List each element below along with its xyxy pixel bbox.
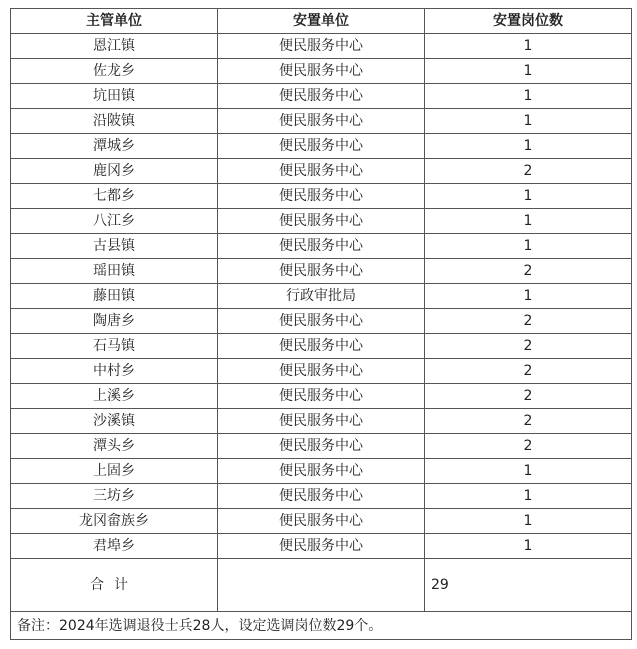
- table-note: 备注：2024年选调退役士兵28人，设定选调岗位数29个。: [11, 612, 632, 640]
- total-row: [11, 559, 632, 612]
- position-count-cell: 1: [425, 484, 632, 509]
- table-row: [11, 34, 632, 59]
- position-count-cell: 2: [425, 384, 632, 409]
- col-header-placement-unit: 安置单位: [218, 9, 425, 34]
- position-count-cell: 2: [425, 409, 632, 434]
- table-row: [11, 484, 632, 509]
- placement-unit-cell: 便民服务中心: [218, 334, 425, 359]
- position-count-cell: 1: [425, 34, 632, 59]
- supervising-unit-cell: 三坊乡: [11, 484, 218, 509]
- table-row: [11, 184, 632, 209]
- supervising-unit-cell: 陶唐乡: [11, 309, 218, 334]
- header-row: [11, 9, 632, 34]
- placement-table: [10, 8, 632, 640]
- supervising-unit-cell: 藤田镇: [11, 284, 218, 309]
- placement-unit-cell: 便民服务中心: [218, 309, 425, 334]
- note-row: [11, 612, 632, 640]
- table-row: [11, 309, 632, 334]
- position-count-cell: 2: [425, 334, 632, 359]
- placement-unit-cell: 便民服务中心: [218, 159, 425, 184]
- position-count-cell: 1: [425, 84, 632, 109]
- supervising-unit-cell: 七都乡: [11, 184, 218, 209]
- position-count-cell: 2: [425, 359, 632, 384]
- position-count-cell: 1: [425, 509, 632, 534]
- table-row: [11, 59, 632, 84]
- placement-unit-cell: 便民服务中心: [218, 259, 425, 284]
- table-body: [11, 34, 632, 559]
- supervising-unit-cell: 中村乡: [11, 359, 218, 384]
- table-row: [11, 209, 632, 234]
- supervising-unit-cell: 佐龙乡: [11, 59, 218, 84]
- placement-unit-cell: 便民服务中心: [218, 459, 425, 484]
- table-row: [11, 259, 632, 284]
- position-count-cell: 2: [425, 434, 632, 459]
- table-row: [11, 334, 632, 359]
- position-count-cell: 1: [425, 59, 632, 84]
- total-value: 29: [425, 559, 632, 612]
- position-count-cell: 1: [425, 134, 632, 159]
- placement-unit-cell: 便民服务中心: [218, 434, 425, 459]
- placement-unit-cell: 行政审批局: [218, 284, 425, 309]
- supervising-unit-cell: 恩江镇: [11, 34, 218, 59]
- supervising-unit-cell: 石马镇: [11, 334, 218, 359]
- table-row: [11, 234, 632, 259]
- table-row: [11, 409, 632, 434]
- placement-unit-cell: 便民服务中心: [218, 409, 425, 434]
- placement-unit-cell: 便民服务中心: [218, 484, 425, 509]
- supervising-unit-cell: 八江乡: [11, 209, 218, 234]
- placement-unit-cell: 便民服务中心: [218, 384, 425, 409]
- table-row: [11, 159, 632, 184]
- position-count-cell: 1: [425, 534, 632, 559]
- position-count-cell: 1: [425, 209, 632, 234]
- placement-unit-cell: 便民服务中心: [218, 109, 425, 134]
- table-row: [11, 134, 632, 159]
- position-count-cell: 1: [425, 184, 632, 209]
- table-row: [11, 384, 632, 409]
- supervising-unit-cell: 沙溪镇: [11, 409, 218, 434]
- position-count-cell: 1: [425, 459, 632, 484]
- total-label: 合计: [11, 559, 218, 612]
- supervising-unit-cell: 鹿冈乡: [11, 159, 218, 184]
- supervising-unit-cell: 上固乡: [11, 459, 218, 484]
- table-row: [11, 359, 632, 384]
- placement-unit-cell: 便民服务中心: [218, 84, 425, 109]
- supervising-unit-cell: 古县镇: [11, 234, 218, 259]
- supervising-unit-cell: 沿陂镇: [11, 109, 218, 134]
- supervising-unit-cell: 坑田镇: [11, 84, 218, 109]
- table-row: [11, 84, 632, 109]
- placement-unit-cell: 便民服务中心: [218, 134, 425, 159]
- placement-unit-cell: 便民服务中心: [218, 509, 425, 534]
- supervising-unit-cell: 潭城乡: [11, 134, 218, 159]
- col-header-position-count: 安置岗位数: [425, 9, 632, 34]
- table-row: [11, 459, 632, 484]
- table-row: [11, 534, 632, 559]
- supervising-unit-cell: 君埠乡: [11, 534, 218, 559]
- placement-unit-cell: 便民服务中心: [218, 59, 425, 84]
- placement-unit-cell: 便民服务中心: [218, 184, 425, 209]
- position-count-cell: 2: [425, 259, 632, 284]
- supervising-unit-cell: 潭头乡: [11, 434, 218, 459]
- table-row: [11, 509, 632, 534]
- placement-unit-cell: 便民服务中心: [218, 209, 425, 234]
- supervising-unit-cell: 龙冈畲族乡: [11, 509, 218, 534]
- placement-unit-cell: 便民服务中心: [218, 534, 425, 559]
- placement-unit-cell: 便民服务中心: [218, 34, 425, 59]
- supervising-unit-cell: 上溪乡: [11, 384, 218, 409]
- placement-unit-cell: 便民服务中心: [218, 359, 425, 384]
- table-row: [11, 434, 632, 459]
- col-header-supervising-unit: 主管单位: [11, 9, 218, 34]
- table-row: [11, 284, 632, 309]
- placement-unit-cell: 便民服务中心: [218, 234, 425, 259]
- position-count-cell: 2: [425, 159, 632, 184]
- position-count-cell: 2: [425, 309, 632, 334]
- supervising-unit-cell: 瑶田镇: [11, 259, 218, 284]
- total-unit-cell: [218, 559, 425, 612]
- position-count-cell: 1: [425, 234, 632, 259]
- position-count-cell: 1: [425, 284, 632, 309]
- table-row: [11, 109, 632, 134]
- position-count-cell: 1: [425, 109, 632, 134]
